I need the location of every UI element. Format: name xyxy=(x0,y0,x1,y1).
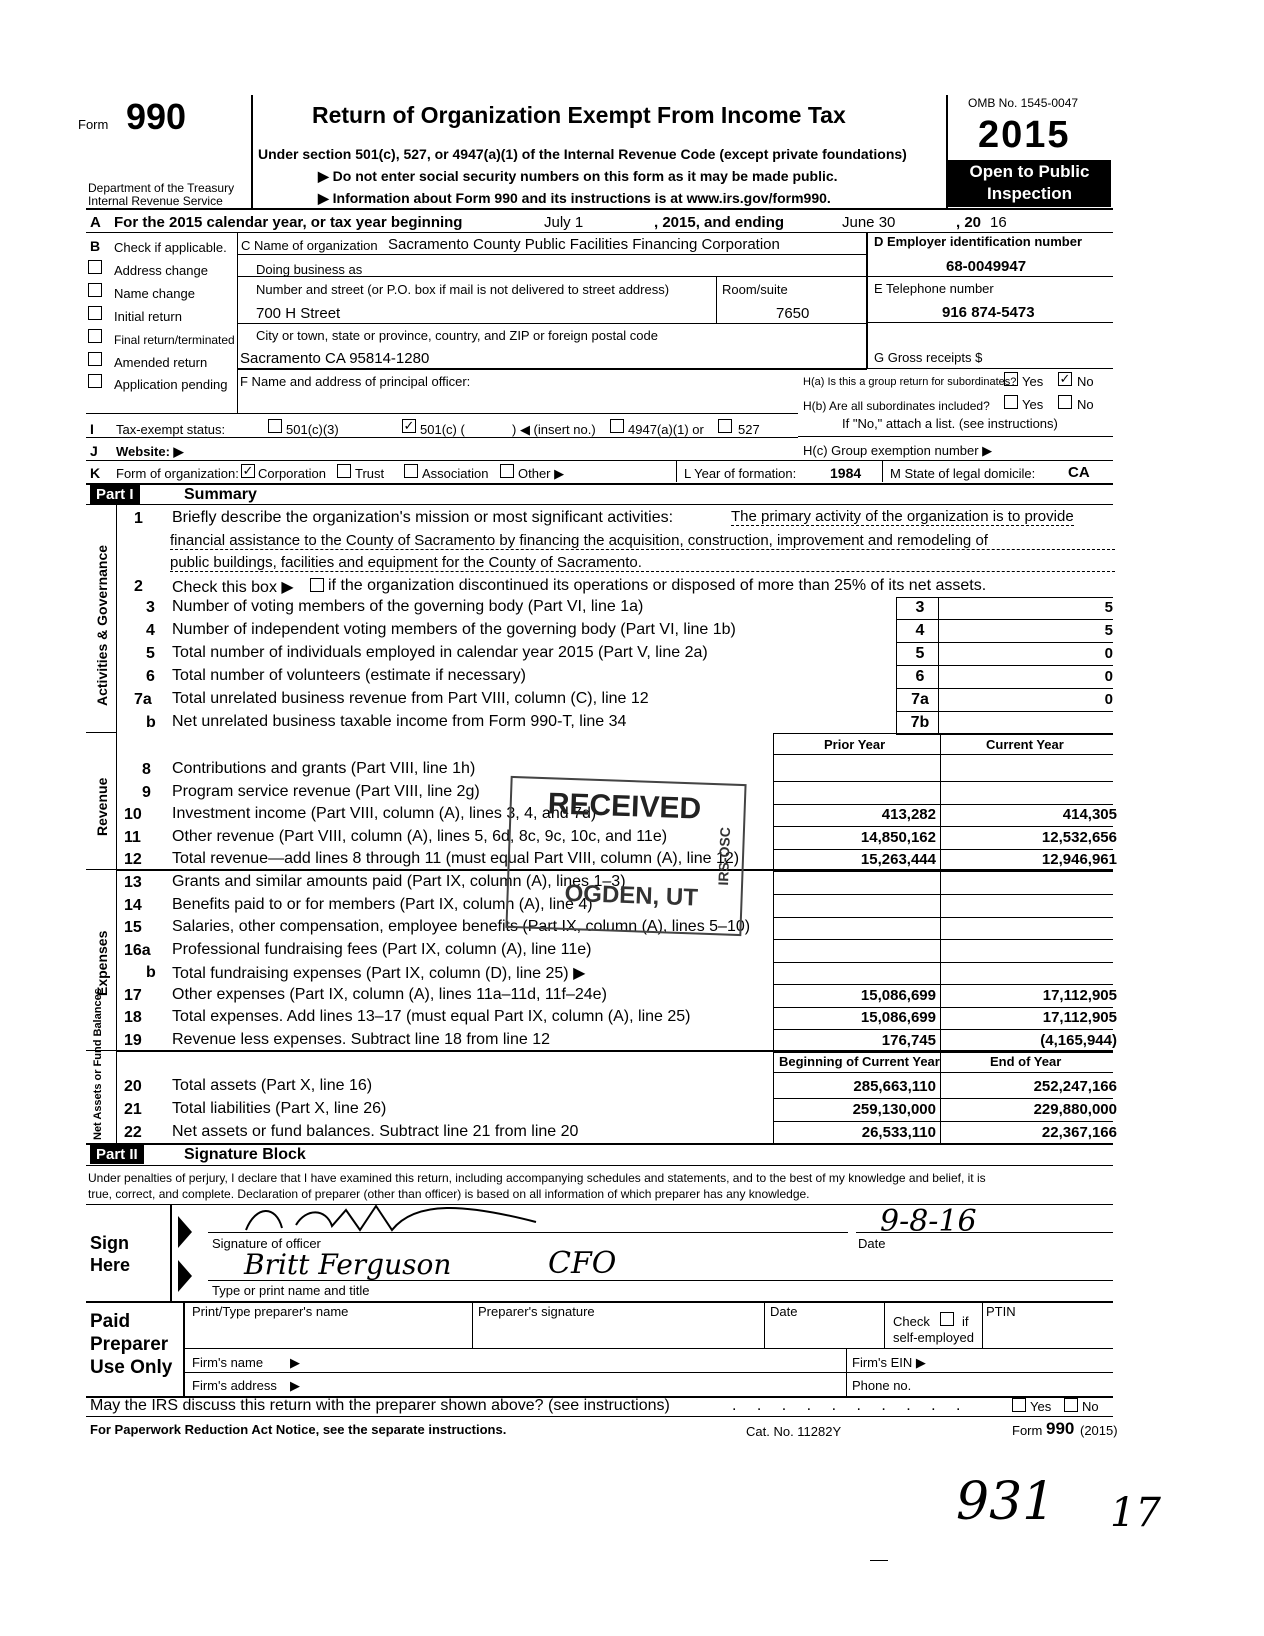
date-label: Date xyxy=(858,1236,886,1251)
gov-line-rule xyxy=(896,688,1113,689)
gov-line-num: 3 xyxy=(146,599,155,616)
sign-block-bottom xyxy=(86,1301,1113,1303)
gross-receipts-label: G Gross receipts $ xyxy=(874,350,983,365)
street-label: Number and street (or P.O. box if mail is not delivered to street address) xyxy=(256,282,670,297)
dba-rule xyxy=(238,276,866,277)
exp-row-rule xyxy=(773,1007,1113,1008)
rev-current-value: 12,946,961 xyxy=(1041,851,1117,868)
exp-line-num: 18 xyxy=(124,1009,142,1026)
rev-prior-value: 15,263,444 xyxy=(860,851,936,868)
line-i-letter: I xyxy=(90,421,94,437)
form-number: 990 xyxy=(126,96,187,137)
501c-label: 501(c) ( xyxy=(420,422,465,437)
prep-div-1 xyxy=(472,1302,473,1348)
irs-discuss-no-checkbox[interactable] xyxy=(1064,1398,1078,1412)
tax-exempt-label: Tax-exempt status: xyxy=(116,422,226,437)
h-c-label: H(c) Group exemption number ▶ xyxy=(803,443,993,458)
net-prior-value: 26,533,110 xyxy=(861,1124,936,1141)
527-label: 527 xyxy=(738,422,760,437)
side-expenses: Expenses xyxy=(94,930,110,996)
gov-line-text: Total number of volunteers (estimate if necessary) xyxy=(172,667,526,684)
final-return-label: Final return/terminated xyxy=(114,333,235,347)
dept-treasury: Department of the Treasury xyxy=(88,181,235,195)
paperwork-notice: For Paperwork Reduction Act Notice, see the separate instructions. xyxy=(90,1422,507,1437)
rev-current-value: 414,305 xyxy=(1062,806,1117,823)
exp-net-separator xyxy=(116,1050,1113,1052)
net-line-text: Net assets or fund balances. Subtract line 21 from line 20 xyxy=(172,1123,579,1140)
association-label: Association xyxy=(422,466,489,481)
4947-label: 4947(a)(1) or xyxy=(628,422,704,437)
part1-bottom xyxy=(86,1143,1113,1145)
exp-line-num: 14 xyxy=(124,896,142,914)
corporation-label: Corporation xyxy=(258,466,326,481)
exp-row-rule xyxy=(773,894,1113,895)
gov-box-left xyxy=(896,597,897,733)
ein-value: 68-0049947 xyxy=(946,258,1027,275)
h-b-yes-label: Yes xyxy=(1022,397,1044,412)
exp-row-rule xyxy=(773,1029,1113,1030)
exp-current-value: 17,112,905 xyxy=(1042,986,1117,1004)
exp-line-num: b xyxy=(146,964,156,981)
exp-line-num: 16a xyxy=(124,941,151,959)
form-subtitle-2: ▶ Do not enter social security numbers on this form as it may be made public. xyxy=(318,168,838,184)
name-title-line xyxy=(208,1280,1113,1281)
line-j-letter: J xyxy=(90,443,98,459)
signature-date: 9-8-16 xyxy=(880,1204,977,1239)
exp-line-num: 15 xyxy=(124,919,142,936)
rev-line-text: Contributions and grants (Part VIII, line 1h) xyxy=(172,760,476,777)
gov-line-box: 5 xyxy=(915,645,925,662)
exp-line-text: Other expenses (Part IX, column (A), lines 11a–11d, 11f–24e) xyxy=(172,985,607,1003)
line-2-text-b: if the organization discontinued its operations or disposed of more than 25% of its net assets. xyxy=(328,577,987,594)
net-line-num: 21 xyxy=(124,1101,142,1118)
gross-receipts-rule xyxy=(868,368,1113,369)
exp-line-text: Professional fundraising fees (Part IX, column (A), line 11e) xyxy=(172,940,592,958)
room-divider xyxy=(716,277,717,323)
corporation-checkbox[interactable]: ✓ xyxy=(242,463,254,478)
name-change-label: Name change xyxy=(114,286,195,301)
irs-discuss-yes-checkbox[interactable] xyxy=(1012,1398,1026,1412)
check-label: Check xyxy=(893,1314,930,1329)
col-current-year: Current Year xyxy=(986,737,1064,752)
exp-line-text: Salaries, other compensation, employee benefits (Part IX, column (A), lines 5–10) xyxy=(172,918,751,935)
gov-line-text: Number of voting members of the governing body (Part VI, line 1a) xyxy=(172,598,644,615)
form-subtitle-3: ▶ Information about Form 990 and its instructions is at www.irs.gov/form990. xyxy=(318,190,831,206)
self-employed-checkbox[interactable] xyxy=(940,1312,954,1326)
501c3-checkbox[interactable] xyxy=(268,419,282,433)
gov-line-rule xyxy=(896,734,1113,735)
gov-line-num: 4 xyxy=(146,622,155,639)
association-checkbox[interactable] xyxy=(404,464,418,478)
other-checkbox[interactable] xyxy=(500,464,514,478)
org-name: Sacramento County Public Facilities Financing Corporation xyxy=(388,236,780,253)
form-prefix: Form xyxy=(78,117,109,132)
exp-line-text: Grants and similar amounts paid (Part IX, column (A), lines 1–3) xyxy=(172,873,626,890)
line-a-letter: A xyxy=(90,214,101,231)
gov-line-text: Number of independent voting members of the governing body (Part VI, line 1b) xyxy=(172,621,736,638)
footer-form-label: Form xyxy=(1012,1423,1043,1438)
may-irs-discuss: May the IRS discuss this return with the preparer shown above? (see instructions) xyxy=(90,1397,670,1414)
open-to-public-label: Open to Public Inspection xyxy=(969,162,1090,203)
net-line-num: 20 xyxy=(124,1078,142,1095)
may-irs-rule xyxy=(86,1416,1113,1417)
phone-no-label: Phone no. xyxy=(852,1378,912,1393)
col-header-bottom xyxy=(773,754,1113,755)
org-name-rule xyxy=(238,254,866,255)
net-line-text: Total liabilities (Part X, line 26) xyxy=(172,1100,387,1117)
type-print-label: Type or print name and title xyxy=(212,1283,370,1298)
may-irs-dots: . . . . . . . . . . xyxy=(732,1397,969,1414)
form-title: Return of Organization Exempt From Income Tax xyxy=(312,102,846,128)
exp-line-text: Total expenses. Add lines 13–17 (must equal Part IX, column (A), line 25) xyxy=(172,1008,691,1025)
preparer-block-left xyxy=(183,1302,185,1396)
mission-line-1: The primary activity of the organization is to provide xyxy=(731,508,1074,525)
open-to-public-badge xyxy=(948,160,1111,207)
mission-line-3: public buildings, facilities and equipment for the County of Sacramento. xyxy=(170,554,1115,572)
part2-title: Signature Block xyxy=(184,1146,306,1163)
prep-div-4 xyxy=(982,1302,983,1348)
h-b-note: If "No," attach a list. (see instructions) xyxy=(842,416,1058,431)
gov-line-rule xyxy=(896,711,1113,712)
line-i-rule xyxy=(86,437,798,438)
irs-discuss-no-label: No xyxy=(1082,1399,1099,1414)
side-activities-governance: Activities & Governance xyxy=(94,544,110,706)
net-row-rule xyxy=(773,1121,1113,1122)
trust-label: Trust xyxy=(355,466,385,481)
tax-year-end: June 30 xyxy=(842,214,896,231)
part2-tag: Part II xyxy=(90,1145,144,1164)
gov-line-num: 5 xyxy=(146,645,155,662)
check-if-label: if xyxy=(962,1314,969,1329)
line-a-text: For the 2015 calendar year, or tax year beginning xyxy=(114,214,463,231)
rev-row-rule xyxy=(773,849,1113,850)
amended-return-label: Amended return xyxy=(114,355,208,370)
exp-line-text: Revenue less expenses. Subtract line 18 from line 12 xyxy=(172,1030,550,1048)
telephone-value: 916 874-5473 xyxy=(942,304,1035,321)
col-mid xyxy=(940,733,941,1143)
room-label: Room/suite xyxy=(722,282,788,297)
k-divider-1 xyxy=(676,461,677,482)
gov-box-right xyxy=(938,597,939,733)
exp-prior-value: 176,745 xyxy=(881,1031,936,1049)
gov-box-top xyxy=(896,597,1113,598)
form-of-org-label: Form of organization: xyxy=(116,466,239,481)
part1-tag: Part I xyxy=(90,485,140,504)
page-bottom-rule xyxy=(870,1560,888,1561)
sign-arrow-1 xyxy=(178,1216,192,1248)
room-suite: 7650 xyxy=(776,305,810,322)
col-end-year: End of Year xyxy=(990,1054,1062,1069)
state-domicile-value: CA xyxy=(1068,464,1090,481)
rev-current-value: 12,532,656 xyxy=(1041,828,1117,846)
signature-label: Signature of officer xyxy=(212,1236,321,1251)
rev-line-num: 11 xyxy=(124,828,141,846)
mission-line-2: financial assistance to the County of Sacramento by financing the acquisition, construction, improvement and remodeling of xyxy=(170,532,1115,550)
exp-row-rule xyxy=(773,984,1113,985)
officer-title-handwritten: CFO xyxy=(548,1246,617,1281)
net-prior-value: 259,130,000 xyxy=(852,1101,936,1118)
exp-current-value: (4,165,944) xyxy=(1040,1031,1117,1049)
part2-title-rule xyxy=(86,1165,1113,1166)
exp-line-num: 19 xyxy=(124,1031,142,1049)
officer-signature xyxy=(236,1200,546,1240)
part1-title-rule xyxy=(86,504,1113,505)
h-a-no-label: No xyxy=(1077,374,1094,389)
stamp-received: RECEIVED xyxy=(547,787,702,826)
line-2-num: 2 xyxy=(134,578,143,595)
net-current-value: 229,880,000 xyxy=(1033,1101,1117,1118)
prep-name-label: Print/Type preparer's name xyxy=(192,1304,349,1319)
firm-name-label: Firm's name xyxy=(192,1355,264,1370)
rev-row-rule xyxy=(773,871,1113,872)
exp-row-rule xyxy=(773,939,1113,940)
footer-form-number: 990 xyxy=(1046,1419,1075,1438)
insert-no-label: ) ◀ (insert no.) xyxy=(512,422,596,437)
address-change-checkbox[interactable] xyxy=(88,260,102,274)
gov-line-text: Total number of individuals employed in calendar year 2015 (Part V, line 2a) xyxy=(172,644,708,661)
col-net-header-bottom xyxy=(773,1072,1113,1073)
h-b-no-label: No xyxy=(1077,397,1094,412)
line-b-letter: B xyxy=(90,238,101,254)
sign-arrow-2 xyxy=(178,1260,192,1292)
penalty-text-1: Under penalties of perjury, I declare that I have examined this return, including accompanying schedules and statements, and to the best of my knowledge and belief, it is xyxy=(88,1171,986,1185)
gov-line-value: 0 xyxy=(1104,668,1113,685)
exp-row-rule xyxy=(773,917,1113,918)
ptin-label: PTIN xyxy=(986,1304,1016,1319)
sign-block-left xyxy=(170,1205,172,1301)
ein-rule xyxy=(868,276,1113,277)
irs-discuss-yes-label: Yes xyxy=(1030,1399,1052,1414)
exp-prior-value: 15,086,699 xyxy=(860,1009,936,1026)
city-rule xyxy=(238,368,867,370)
exp-line-text: Benefits paid to or for members (Part IX, column (A), line 4) xyxy=(172,895,593,913)
rev-row-rule xyxy=(773,826,1113,827)
state-domicile-label: M State of legal domicile: xyxy=(890,466,1036,481)
gov-line-value: 5 xyxy=(1104,622,1113,639)
gov-line-box: 7a xyxy=(911,691,929,708)
exp-line-text: Total fundraising expenses (Part IX, column (D), line 25) ▶ xyxy=(172,965,586,982)
rev-line-text: Program service revenue (Part VIII, line 2g) xyxy=(172,782,480,800)
stamp-ogden: OGDEN, UT xyxy=(564,879,699,912)
gov-line-value: 0 xyxy=(1104,645,1113,662)
501c3-label: 501(c)(3) xyxy=(286,422,339,437)
website-label: Website: ▶ xyxy=(116,444,184,459)
amended-return-checkbox[interactable] xyxy=(88,352,102,366)
street-rule xyxy=(238,323,866,324)
col-beginning-year: Beginning of Current Year xyxy=(779,1054,940,1069)
footer-form-year: (2015) xyxy=(1080,1423,1118,1438)
self-employed-label: self-employed xyxy=(893,1330,974,1345)
prep-date-label: Date xyxy=(770,1304,798,1319)
initial-return-label: Initial return xyxy=(114,309,182,324)
part1-title: Summary xyxy=(184,486,257,503)
line-2-text-a: Check this box ▶ xyxy=(172,579,294,596)
gov-line-box: 7b xyxy=(910,714,930,731)
final-return-checkbox[interactable] xyxy=(88,329,102,343)
year-formation-label: L Year of formation: xyxy=(684,466,797,481)
telephone-rule xyxy=(868,322,1113,323)
h-a-no-checkbox[interactable]: ✓ xyxy=(1059,371,1071,386)
exp-current-value: 17,112,905 xyxy=(1042,1009,1117,1026)
gov-line-rule xyxy=(896,665,1113,666)
rev-line-num: 9 xyxy=(142,783,151,801)
side-revenue: Revenue xyxy=(94,777,110,836)
4947-checkbox[interactable] xyxy=(610,419,624,433)
rev-line-num: 10 xyxy=(124,806,142,823)
line-a-mid: , 2015, and ending xyxy=(654,214,785,231)
stamp-side: IRS-OSC xyxy=(715,826,734,886)
handwritten-17: 17 xyxy=(1110,1490,1161,1536)
firm-address-arrow: ▶ xyxy=(290,1378,300,1393)
prep-row-2-bottom xyxy=(184,1372,1113,1373)
trust-checkbox[interactable] xyxy=(337,464,351,478)
omb-number: OMB No. 1545-0047 xyxy=(968,96,1079,110)
line-k-letter: K xyxy=(90,465,101,481)
exp-line-num: 17 xyxy=(124,986,142,1004)
city-label: City or town, state or province, country, and ZIP or foreign postal code xyxy=(256,328,658,343)
col-prior-left xyxy=(773,733,774,1143)
col-prior-year: Prior Year xyxy=(824,737,886,752)
application-pending-label: Application pending xyxy=(114,377,228,392)
firm-name-arrow: ▶ xyxy=(290,1355,300,1370)
line-1-num: 1 xyxy=(134,510,143,527)
application-pending-checkbox[interactable] xyxy=(88,374,102,388)
header-divider-left xyxy=(251,95,253,208)
prep-div-3 xyxy=(884,1302,885,1348)
initial-return-checkbox[interactable] xyxy=(88,306,102,320)
side-sep-gov xyxy=(86,732,116,733)
city-state-zip: Sacramento CA 95814-1280 xyxy=(240,350,430,367)
other-label: Other ▶ xyxy=(518,466,565,481)
gov-line-text: Total unrelated business revenue from Part VIII, column (C), line 12 xyxy=(172,690,649,707)
irs-service: Internal Revenue Service xyxy=(88,194,223,208)
line-a-underline xyxy=(86,232,1113,233)
rev-line-text: Investment income (Part VIII, column (A), lines 3, 4, and 7d) xyxy=(172,805,597,822)
exp-row-rule xyxy=(773,962,1113,963)
handwritten-931: 931 xyxy=(956,1472,1056,1532)
dba-label: Doing business as xyxy=(256,262,363,277)
gov-line-box: 4 xyxy=(915,622,925,639)
gov-line-value: 0 xyxy=(1104,691,1113,708)
line-1-text: Briefly describe the organization's mission or most significant activities: xyxy=(172,509,674,526)
gov-line-num: 6 xyxy=(146,668,155,685)
name-change-checkbox[interactable] xyxy=(88,283,102,297)
gov-line-box: 6 xyxy=(915,668,925,685)
telephone-label: E Telephone number xyxy=(874,281,994,296)
side-net-assets: Net Assets or Fund Balances xyxy=(92,988,104,1140)
c-label: C Name of organization xyxy=(241,238,378,253)
h-a-yes-checkbox[interactable] xyxy=(1004,372,1018,386)
prep-div-2 xyxy=(764,1302,765,1348)
received-stamp xyxy=(505,776,746,936)
gov-line-text: Net unrelated business taxable income from Form 990-T, line 34 xyxy=(172,713,627,730)
line-j-rule xyxy=(86,460,1113,461)
col-header-top xyxy=(773,733,1113,734)
paid-preparer-label: Paid Preparer Use Only xyxy=(90,1311,173,1378)
firm-ein-label: Firm's EIN ▶ xyxy=(852,1355,926,1370)
h-a-label: H(a) Is this a group return for subordinates? xyxy=(803,376,1017,388)
ein-label: D Employer identification number xyxy=(874,234,1083,249)
firm-address-label: Firm's address xyxy=(192,1378,277,1393)
rev-row-rule xyxy=(773,781,1113,782)
exp-line-num: 13 xyxy=(124,874,142,891)
net-current-value: 22,367,166 xyxy=(1041,1124,1117,1141)
street-address: 700 H Street xyxy=(256,305,341,322)
line-k-rule xyxy=(86,483,1113,485)
net-prior-value: 285,663,110 xyxy=(853,1078,936,1095)
net-line-text: Total assets (Part X, line 16) xyxy=(172,1077,373,1094)
header-bottom-rule xyxy=(86,208,1113,210)
cat-number: Cat. No. 11282Y xyxy=(746,1424,842,1439)
rev-line-num: 8 xyxy=(142,761,151,778)
rev-row-rule xyxy=(773,804,1113,805)
prep-sig-label: Preparer's signature xyxy=(478,1304,595,1319)
tax-year: 2015 xyxy=(978,114,1071,156)
year-formation-value: 1984 xyxy=(830,465,862,481)
net-row-rule xyxy=(773,1098,1113,1099)
org-box-right xyxy=(866,233,868,369)
sign-here-label: Sign Here xyxy=(90,1233,131,1275)
officer-name-handwritten: Britt Ferguson xyxy=(244,1248,452,1281)
gov-line-box: 3 xyxy=(915,599,925,616)
gov-line-rule xyxy=(896,619,1113,620)
b-section-bottom xyxy=(86,413,798,414)
address-change-label: Address change xyxy=(114,263,208,278)
gov-line-num: b xyxy=(146,714,156,731)
exp-prior-value: 15,086,699 xyxy=(860,986,936,1004)
rev-prior-value: 14,850,162 xyxy=(860,828,936,846)
tax-year-begin: July 1 xyxy=(544,214,584,231)
penalty-text-2: true, correct, and complete. Declaration of preparer (other than officer) is based on all information of which preparer has any knowledge. xyxy=(88,1187,810,1201)
side-sep-rev xyxy=(86,869,116,870)
principal-officer-label: F Name and address of principal officer: xyxy=(240,374,471,389)
gov-line-rule xyxy=(896,642,1113,643)
discontinued-checkbox[interactable] xyxy=(310,578,324,592)
rev-line-text: Total revenue—add lines 8 through 11 (must equal Part VIII, column (A), line 12) xyxy=(172,850,740,867)
527-checkbox[interactable] xyxy=(718,419,732,433)
rev-line-text: Other revenue (Part VIII, column (A), lines 5, 6d, 8c, 9c, 10c, and 11e) xyxy=(172,827,668,845)
tax-year-end-year: 16 xyxy=(990,214,1007,231)
h-b-no-checkbox[interactable] xyxy=(1058,395,1072,409)
h-c-rule-top xyxy=(798,436,1113,437)
h-b-label: H(b) Are all subordinates included? xyxy=(803,399,990,413)
h-b-yes-checkbox[interactable] xyxy=(1004,395,1018,409)
check-if-applicable: Check if applicable. xyxy=(114,240,227,255)
gov-line-value: 5 xyxy=(1104,599,1113,616)
rev-line-num: 12 xyxy=(124,851,142,868)
h-a-yes-label: Yes xyxy=(1022,374,1044,389)
net-current-value: 252,247,166 xyxy=(1033,1078,1117,1095)
k-divider-2 xyxy=(882,461,883,482)
line-a-year-prefix: , 20 xyxy=(956,214,982,231)
501c-checkbox[interactable]: ✓ xyxy=(403,418,415,433)
net-line-num: 22 xyxy=(124,1124,142,1141)
side-sep-exp xyxy=(86,1050,116,1051)
rev-prior-value: 413,282 xyxy=(881,806,936,823)
form-subtitle-1: Under section 501(c), 527, or 4947(a)(1) of the Internal Revenue Code (except private foundations) xyxy=(258,146,907,162)
gov-line-num: 7a xyxy=(134,691,152,708)
side-column-rule xyxy=(116,505,117,1143)
prep-row-1-bottom xyxy=(184,1348,1113,1349)
